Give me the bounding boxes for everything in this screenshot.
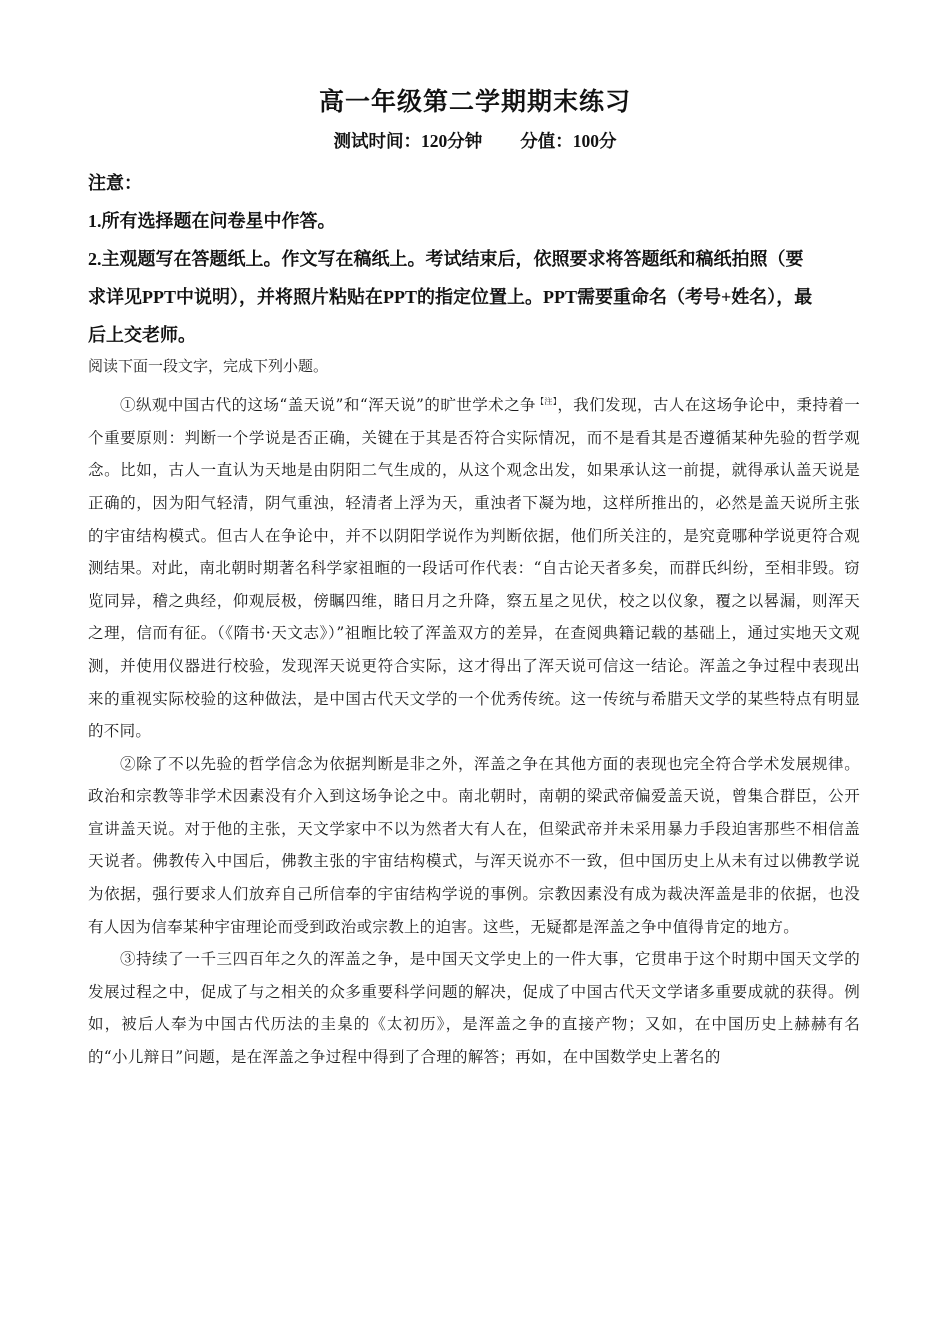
notice-item-1: 1.所有选择题在问卷星中作答。 xyxy=(88,211,336,231)
paragraph-2: ②除了不以先验的哲学信念为依据判断是非之外，浑盖之争在其他方面的表现也完全符合学术发展规律。政治和宗教等非学术因素没有介入到这场争论之中。南北朝时，南朝的梁武帝偏爱盖天说，曾集合群臣，公开宣讲盖天说。对于他的主张，天文学家中不以为然者大有人在，但梁武帝并未采用暴力手段迫害那些不相信盖天说者。佛教传入中国后，佛教主张的宇宙结构模式，与浑天说亦不一致，但中国历史上从未有过以佛教学说为依据，强行要求人们放弃自己所信奉的宇宙结构学说的事例。宗教因素没有成为裁决浑盖是非的依据，也没有人因为信奉某种宇宙理论而受到政治或宗教上的迫害。这些，无疑都是浑盖之争中值得肯定的地方。 xyxy=(88,754,860,936)
paragraph-1-start: ①纵观中国古代的这场“盖天说”和“浑天说”的旷世学术之争 xyxy=(120,396,536,415)
notice-item-2-line-3: 后上交老师。 xyxy=(88,325,196,345)
notice-item-2-line-1: 2.主观题写在答题纸上。作文写在稿纸上。考试结束后，依照要求将答题纸和稿纸拍照（要 xyxy=(88,249,804,269)
notice-block xyxy=(88,164,868,354)
passage xyxy=(88,386,860,1074)
paragraph-3: ③持续了一千三四百年之久的浑盖之争，是中国天文学史上的一件大事，它贯串于这个时期中国天文学的发展过程之中，促成了与之相关的众多重要科学问题的解决，促成了中国古代天文学诸多重要成就的获得。例如，被后人奉为中国古代历法的圭臬的《太初历》，是浑盖之争的直接产物；又如，在中国历史上赫赫有名的“小儿辩日”问题，是在浑盖之争过程中得到了合理的解答；再如，在中国数学史上著名的 xyxy=(88,950,860,1067)
footnote-marker: 【注】 xyxy=(535,397,558,406)
notice-item-2-line-2: 求详见PPT中说明），并将照片粘贴在PPT的指定位置上。PPT需要重命名（考号+姓名），最 xyxy=(88,287,813,307)
paragraph-1 xyxy=(88,386,860,748)
exam-time: 测试时间：120分钟 xyxy=(333,131,483,151)
exam-score: 分值：100分 xyxy=(520,131,617,151)
paragraph-1-rest: ，我们发现，古人在这场争论中，秉持着一个重要原则：判断一个学说是否正确，关键在于其是否符合实际情况，而不是看其是否遵循某种先验的哲学观念。比如，古人一直认为天地是由阴阳二气生成的，从这个观念出发，如果承认这一前提，就得承认盖天说是正确的，因为阳气轻清，阴气重浊，轻清者上浮为天，重浊者下凝为地，这样所推出的，必然是盖天说所主张的宇宙结构模式。但古人在争论中，并不以阴阳学说作为判断依据，他们所关注的，是究竟哪种学说更符合观测结果。对此，南北朝时期著名科学家祖暅的一段话可作代表：“自古论天者多矣，而群氏纠纷，至相非毁。窃览同异，稽之典经，仰观辰极，傍瞩四维，睹日月之升降，察五星之见伏，校之以仪象，覆之以晷漏，则浑天之理，信而有征。（《隋书·天文志》）”祖暅比较了浑盖双方的差异，在查阅典籍记载的基础上，通过实地天文观测，并使用仪器进行校验，发现浑天说更符合实际，这才得出了浑天说可信这一结论。浑盖之争过程中表现出来的重视实际校验的这种做法，是中国古代天文学的一个优秀传统。这一传统与希腊天文学的某些特点有明显的不同。 xyxy=(88,396,861,741)
exam-info xyxy=(0,128,950,153)
page-title: 高一年级第二学期期末练习 xyxy=(318,89,631,116)
reading-instruction: 阅读下面一段文字，完成下列小题。 xyxy=(88,359,329,375)
notice-heading: 注意： xyxy=(88,173,142,193)
